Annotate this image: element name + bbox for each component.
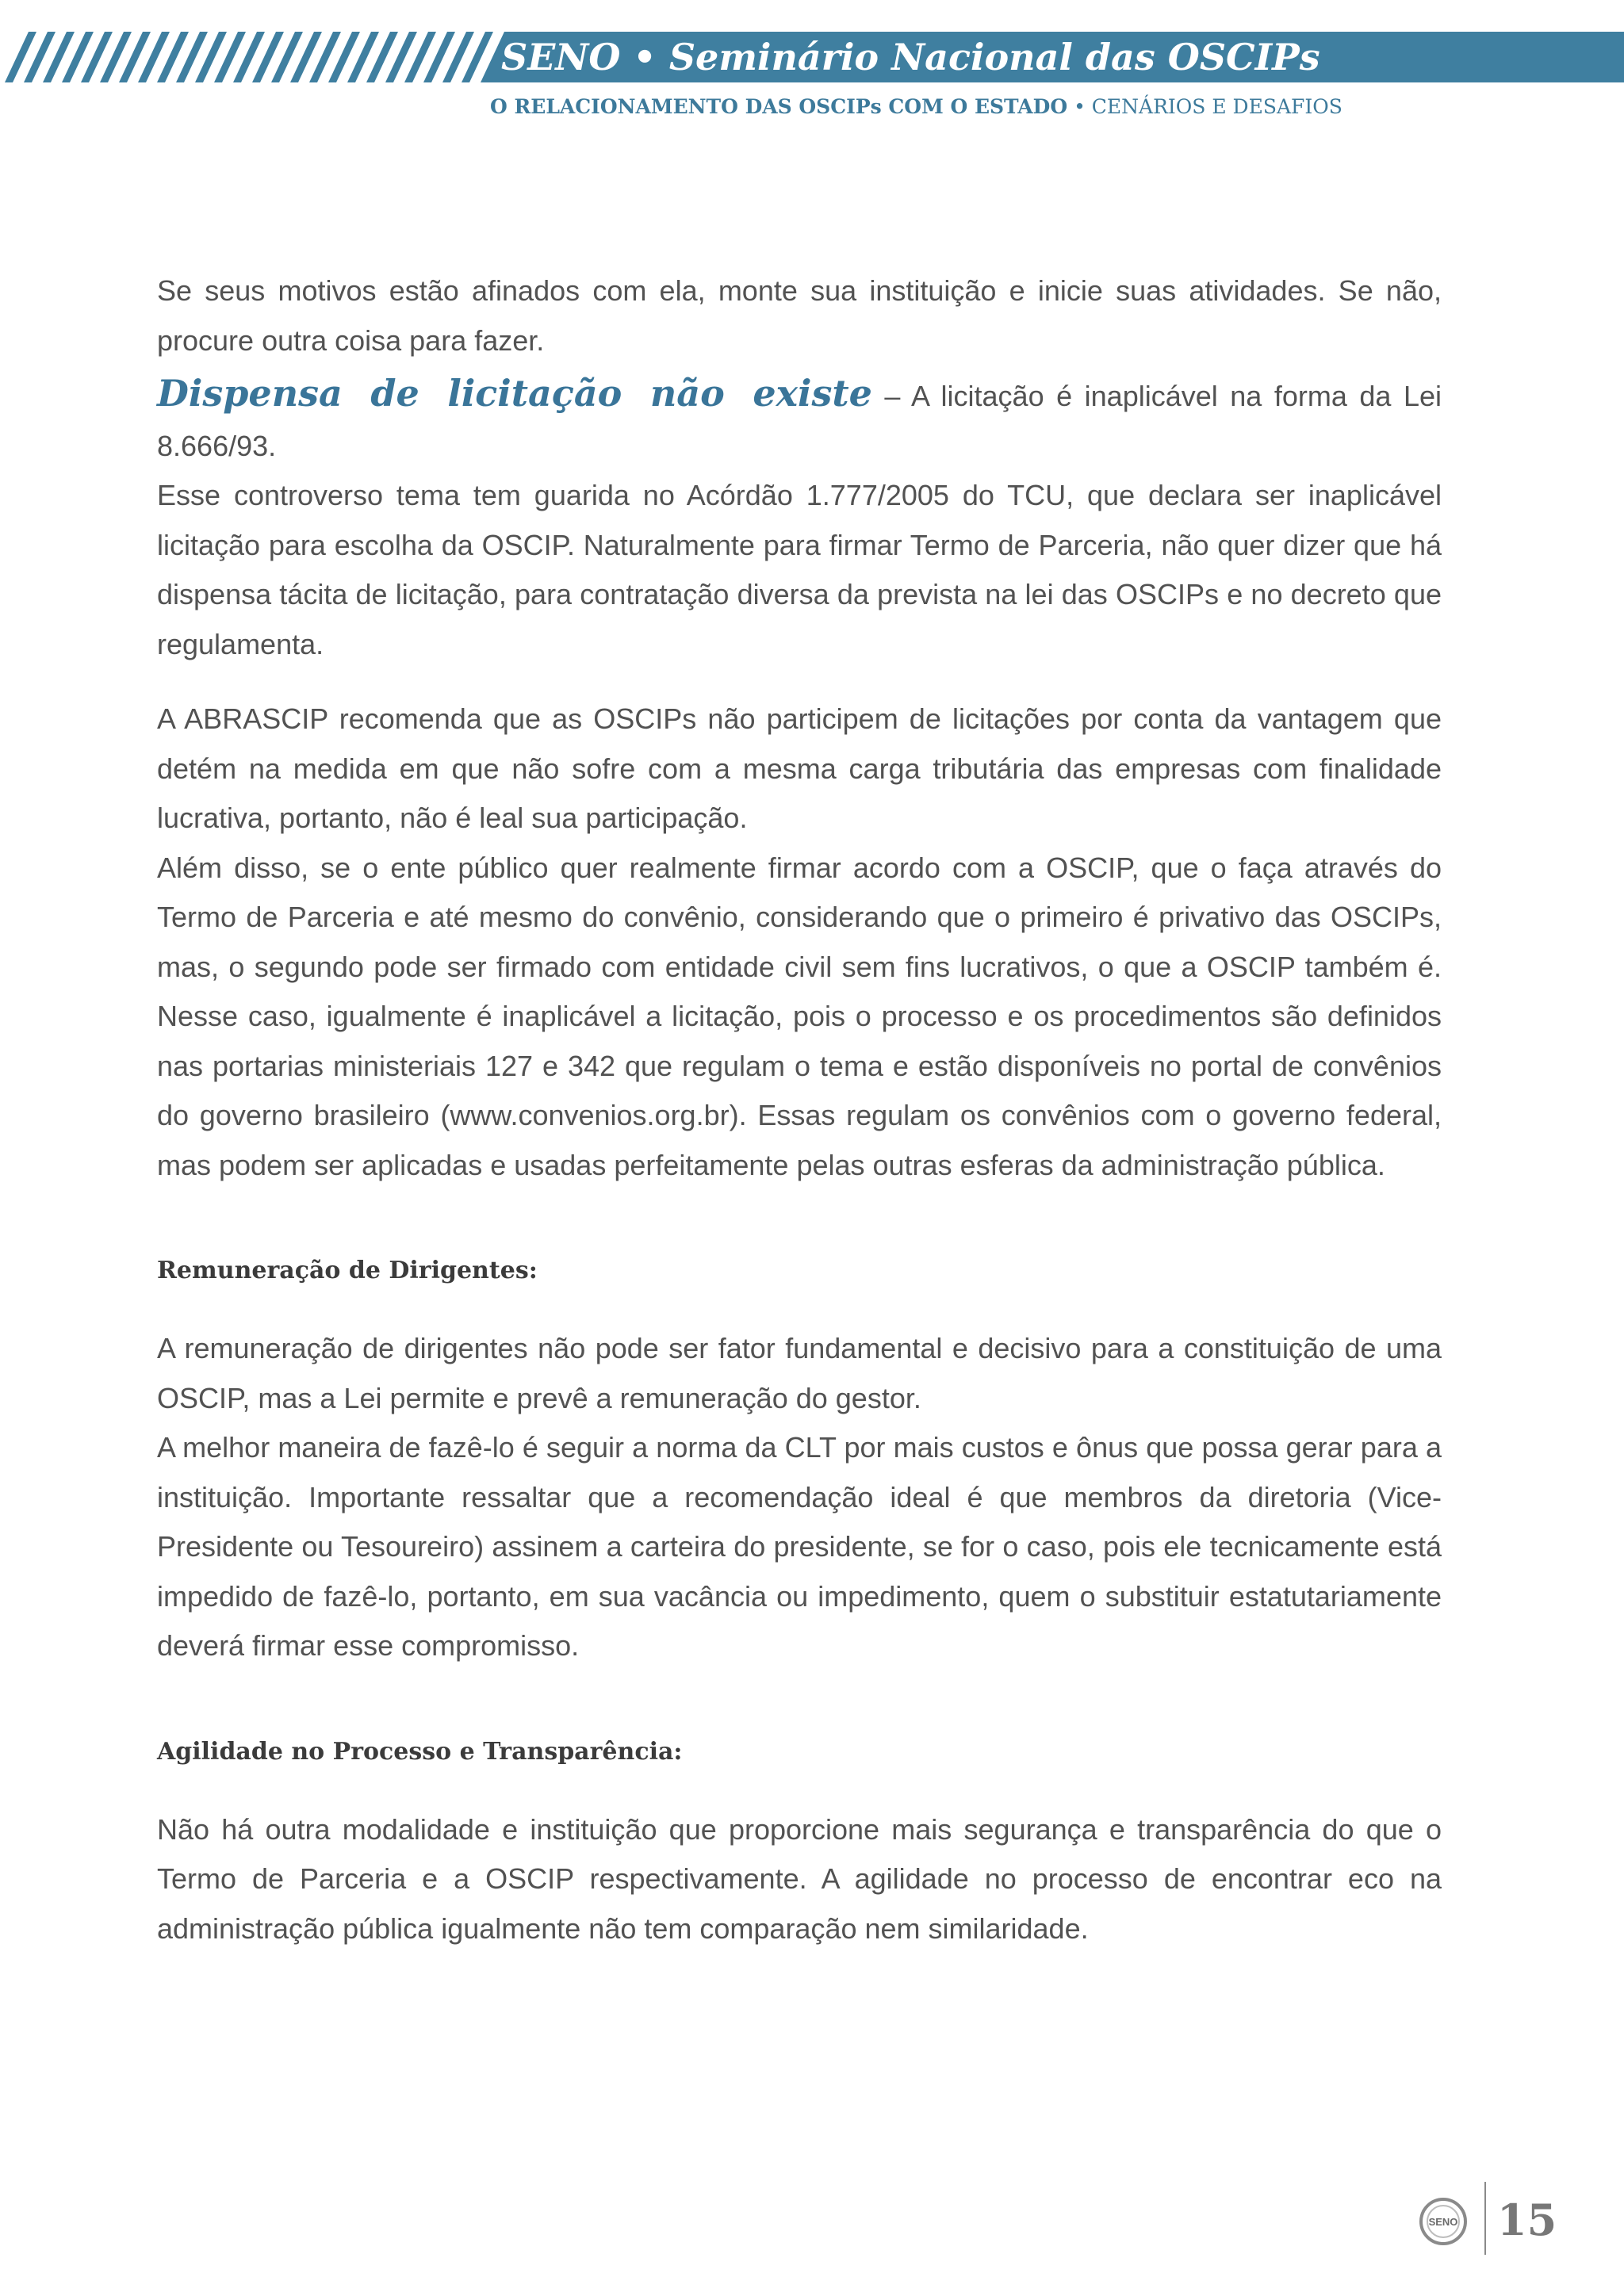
seno-logo-text: SENO: [1428, 2216, 1458, 2228]
paragraph-2-lead: Dispensa de licitação não existe: [157, 372, 872, 415]
header-title: SENO • Seminário Nacional das OSCIPs: [501, 36, 1320, 78]
paragraph-5: Além disso, se o ente público quer realmente firmar acordo com a OSCIP, que o faça através do Termo de Parceria e até mesmo do convênio, considerando que o primeiro é privativo das OSCIPs, mas, o segundo pode ser firmado com entidade civil sem fins lucrativos, o que a OSCIP também é. Nesse caso, igualmente é inaplicável a licitação, pois o processo e os procedimentos são definidos nas portarias ministeriais 127 e 342 que regulam o tema e estão disponíveis no portal de convênios do governo brasileiro (www.convenios.org.br). Essas regulam os convênios com o governo federal, mas podem ser aplicadas e usadas perfeitamente pelas outras esferas da administração pública.: [157, 851, 1442, 1181]
seno-logo-icon: [1418, 2196, 1469, 2247]
header-subtitle-main: O RELACIONAMENTO DAS OSCIPs COM O ESTADO: [490, 95, 1068, 118]
seno-logo: [1418, 2196, 1469, 2247]
footer-divider: [1484, 2182, 1486, 2255]
paragraph-1: Se seus motivos estão afinados com ela, monte sua instituição e inicie suas atividades. Se não, procure outra coisa para fazer.: [157, 274, 1442, 357]
paragraph-2-rest: – A licitação é inaplicável na forma da Lei 8.666/93.: [157, 380, 1442, 462]
paragraph-6: A remuneração de dirigentes não pode ser fator fundamental e decisivo para a constituição de uma OSCIP, mas a Lei permite e prevê a remuneração do gestor.: [157, 1332, 1442, 1414]
header-subtitle-rest: • CENÁRIOS E DESAFIOS: [1067, 95, 1342, 118]
paragraph-4: A ABRASCIP recomenda que as OSCIPs não participem de licitações por conta da vantagem que detém na medida em que não sofre com a mesma carga tributária das empresas com finalidade lucrativa, portanto, não é leal sua participação.: [157, 702, 1442, 834]
paragraph-2: [157, 369, 1442, 471]
section-heading-agilidade: Agilidade no Processo e Transparência:: [157, 1737, 683, 1766]
section-heading-remuneracao: Remuneração de Dirigentes:: [157, 1257, 538, 1284]
paragraph-7: A melhor maneira de fazê-lo é seguir a norma da CLT por mais custos e ônus que possa gerar para a instituição. Importante ressaltar que a recomendação ideal é que membros da diretoria (Vice-Presidente ou Tesoureiro) assinem a carteira do presidente, se for o caso, pois ele tecnicamente está impedido de fazê-lo, portanto, em sua vacância ou impedimento, quem o substituir estatutariamente deverá firmar esse compromisso.: [157, 1431, 1442, 1662]
header-subtitle: [490, 95, 1342, 118]
page-number: 15: [1497, 2195, 1557, 2245]
paragraph-8: Não há outra modalidade e instituição que proporcione mais segurança e transparência do que o Termo de Parceria e a OSCIP respectivamente. A agilidade no processo de encontrar eco na administração pública igualmente não tem comparação nem similaridade.: [157, 1812, 1442, 1945]
paragraph-3: Esse controverso tema tem guarida no Acórdão 1.777/2005 do TCU, que declara ser inaplicável licitação para escolha da OSCIP. Naturalmente para firmar Termo de Parceria, não quer dizer que há dispensa tácita de licitação, para contratação diversa da prevista na lei das OSCIPs e no decreto que regulamenta.: [157, 479, 1442, 660]
document-body: [157, 266, 1442, 1954]
